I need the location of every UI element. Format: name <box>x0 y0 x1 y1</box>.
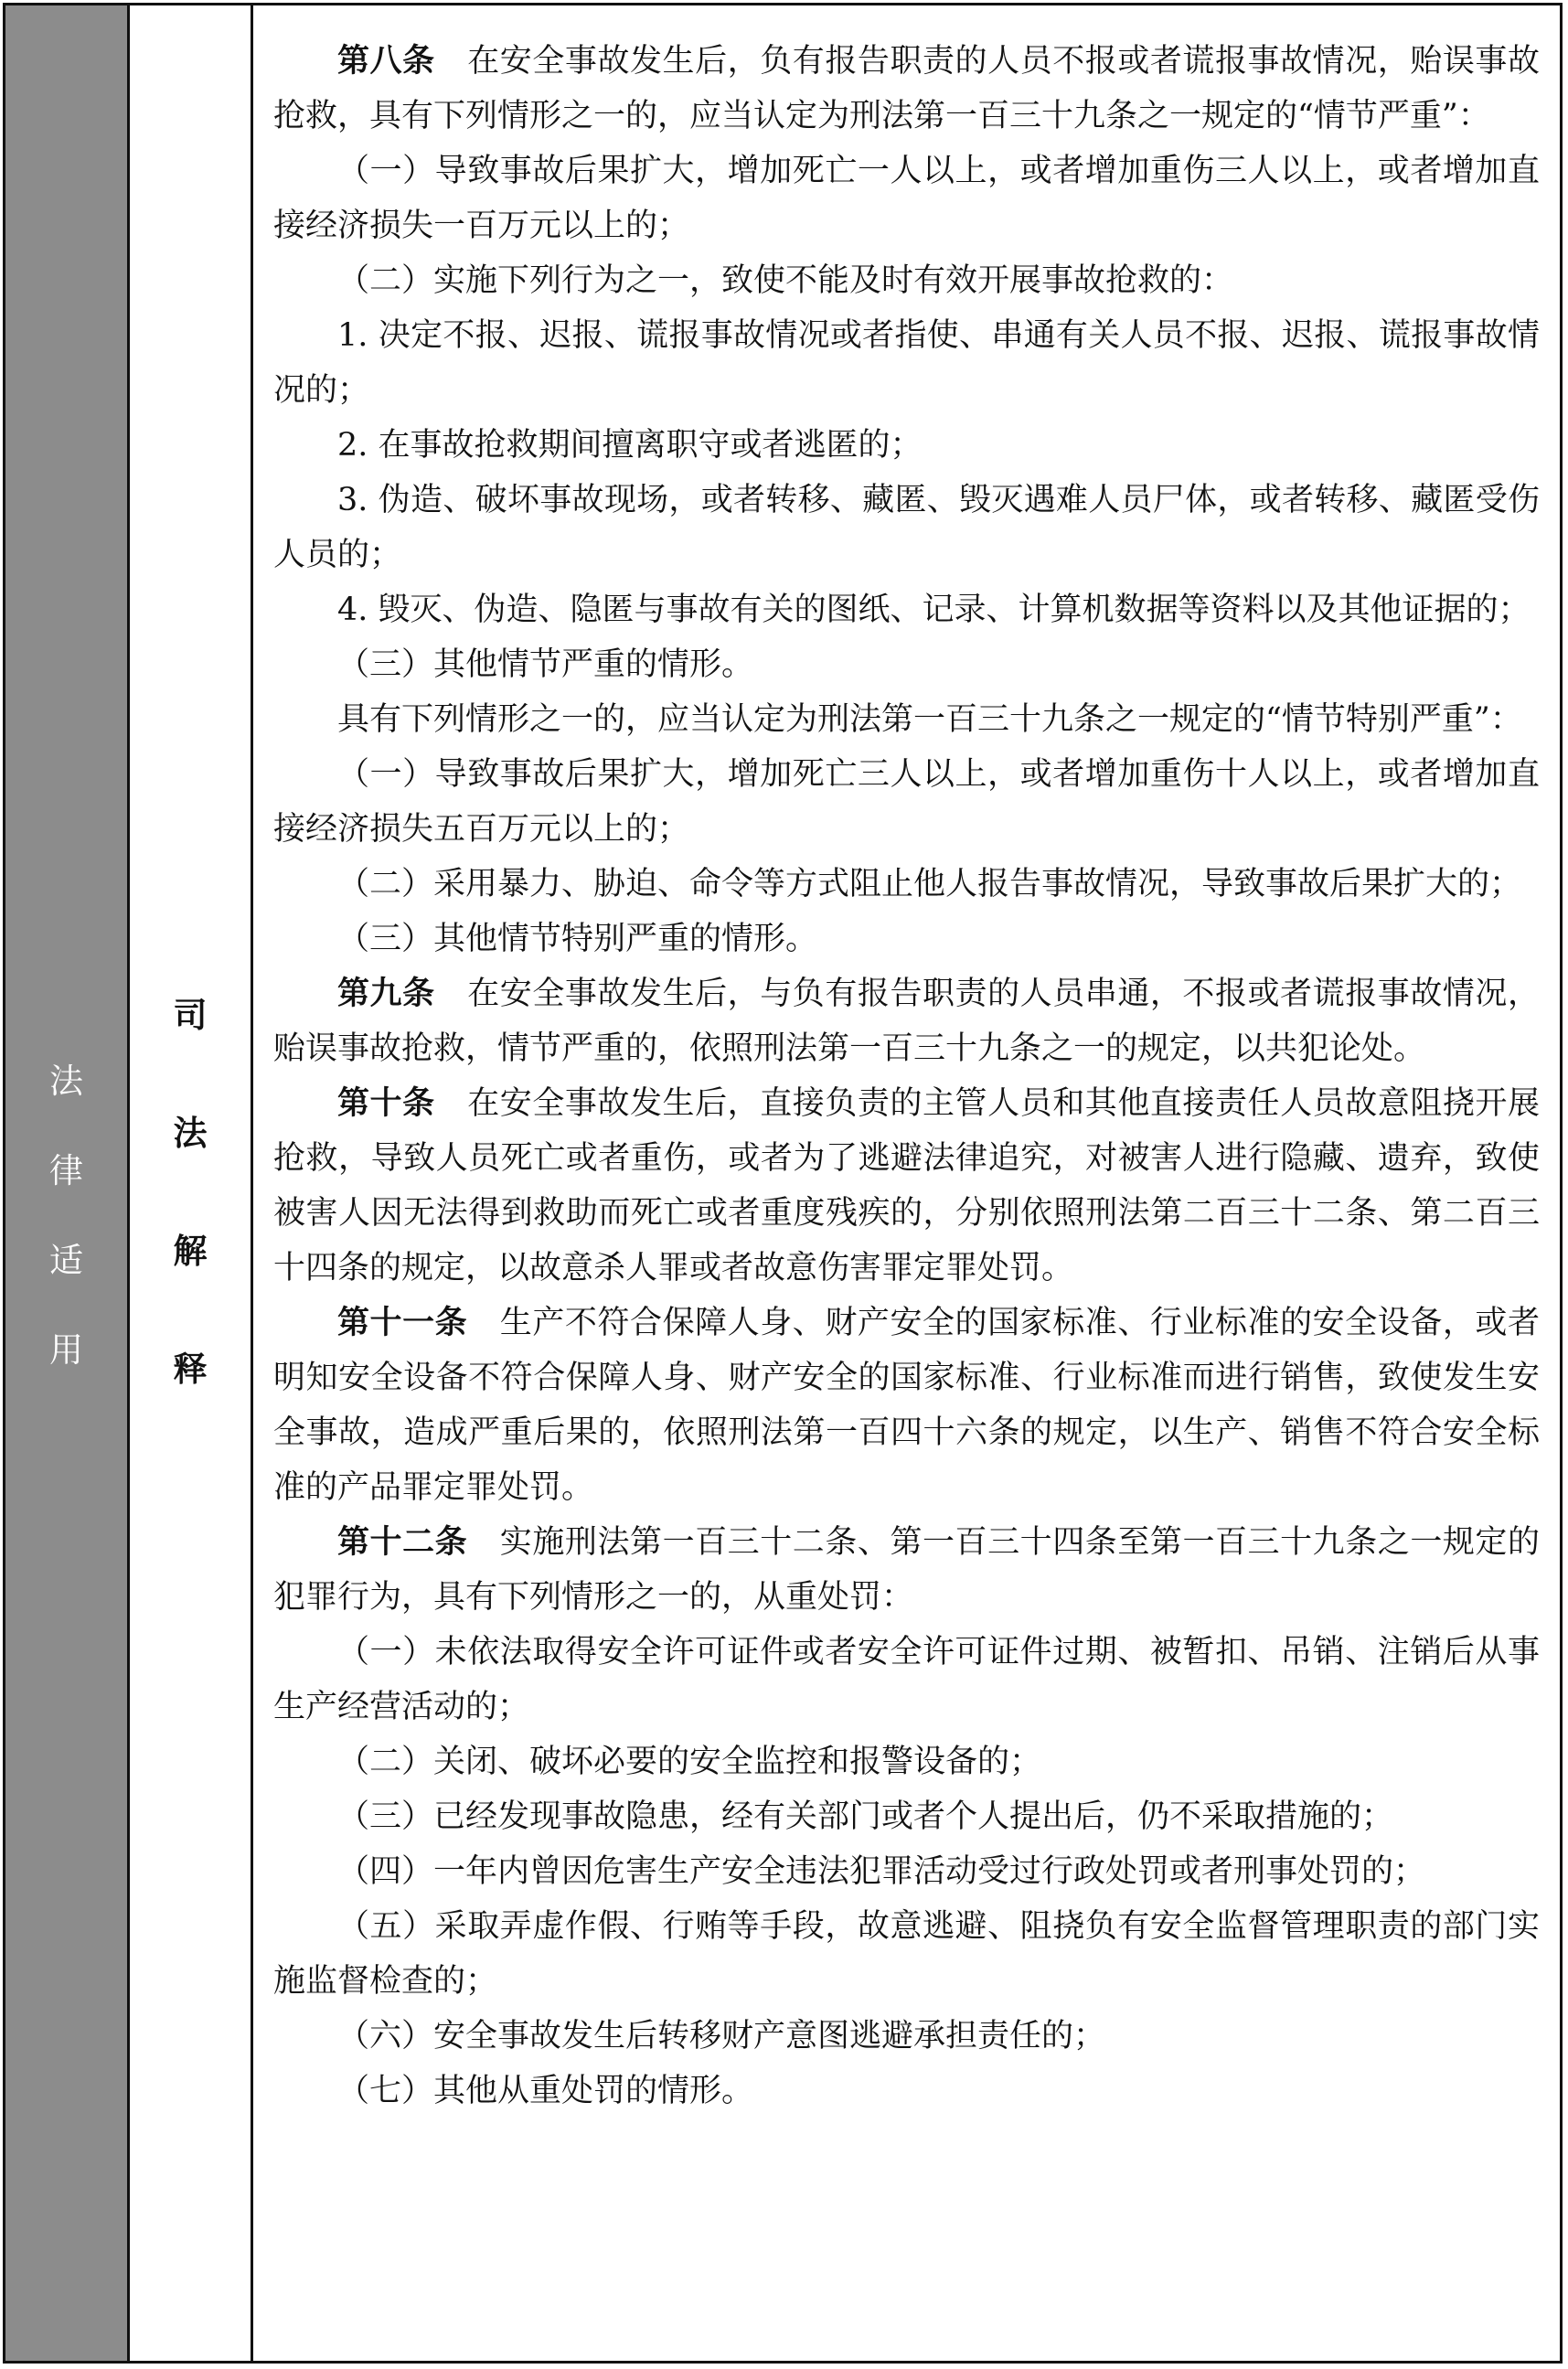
paragraph-text: 3. 伪造、破坏事故现场，或者转移、藏匿、毁灭遇难人员尸体，或者转移、藏匿受伤人员的； <box>273 482 1540 573</box>
clause-paragraph <box>273 1625 1540 1734</box>
source-char: 释 <box>173 1350 208 1389</box>
article-number: 第十条 <box>337 1084 435 1122</box>
source-char: 法 <box>173 1114 208 1153</box>
clause-paragraph <box>273 473 1540 582</box>
paragraph-text: （四）一年内曾因危害生产安全违法犯罪活动受过行政处罚或者刑事处罚的； <box>337 1853 1426 1890</box>
clause-paragraph <box>273 912 1540 966</box>
paragraph-text: 在安全事故发生后，直接负责的主管人员和其他直接责任人员故意阻挠开展抢救，导致人员死亡或者重伤，或者为了逃避法律追究，对被害人进行隐藏、遗弃，致使被害人因无法得到救助而死亡或者重度残疾的，分别依照刑法第二百三十二条、第二百三十四条的规定，以故意杀人罪或者故意伤害罪定罪处罚。 <box>273 1085 1540 1286</box>
paragraph-text: 实施刑法第一百三十二条、第一百三十四条至第一百三十九条之一规定的犯罪行为，具有下列情形之一的，从重处罚： <box>273 1524 1540 1616</box>
paragraph-text: （一）导致事故后果扩大，增加死亡一人以上，或者增加重伤三人以上，或者增加直接经济损失一百万元以上的； <box>273 153 1540 244</box>
paragraph-text: （二）关闭、破坏必要的安全监控和报警设备的； <box>337 1744 1042 1780</box>
paragraph-text: （六）安全事故发生后转移财产意图逃避承担责任的； <box>337 2018 1106 2054</box>
article-number: 第九条 <box>337 975 435 1012</box>
category-char: 用 <box>49 1329 83 1370</box>
clause-paragraph <box>273 857 1540 912</box>
paragraph-text: 在安全事故发生后，负有报告职责的人员不报或者谎报事故情况，贻误事故抢救，具有下列情形之一的，应当认定为刑法第一百三十九条之一规定的“情节严重”： <box>273 43 1540 134</box>
paragraph-text: 1. 决定不报、迟报、谎报事故情况或者指使、串通有关人员不报、迟报、谎报事故情况的； <box>273 317 1540 409</box>
clause-paragraph <box>273 692 1540 747</box>
clause-paragraph <box>273 747 1540 857</box>
clause-paragraph <box>273 253 1540 308</box>
source-label <box>173 996 208 1389</box>
paragraph-text: （三）已经发现事故隐患，经有关部门或者个人提出后，仍不采取措施的； <box>337 1798 1394 1835</box>
paragraph-text: 生产不符合保障人身、财产安全的国家标准、行业标准的安全设备，或者明知安全设备不符合保障人身、财产安全的国家标准、行业标准而进行销售，致使发生安全事故，造成严重后果的，依照刑法第一百四十六条的规定，以生产、销售不符合安全标准的产品罪定罪处罚。 <box>273 1305 1540 1506</box>
paragraph-text: 在安全事故发生后，与负有报告职责的人员串通，不报或者谎报事故情况，贻误事故抢救，情节严重的，依照刑法第一百三十九条之一的规定，以共犯论处。 <box>273 976 1540 1067</box>
paragraph-text: （三）其他情节特别严重的情形。 <box>337 921 818 957</box>
clause-paragraph <box>273 2009 1540 2064</box>
source-char: 司 <box>173 996 208 1035</box>
article-number: 第十二条 <box>337 1523 468 1561</box>
source-column <box>130 5 253 2361</box>
content-column <box>253 5 1560 2361</box>
article-number: 第八条 <box>337 42 435 80</box>
paragraph-text: （五）采取弄虚作假、行贿等手段，故意逃避、阻挠负有安全监督管理职责的部门实施监督检查的； <box>273 1908 1540 2000</box>
paragraph-text: 具有下列情形之一的，应当认定为刑法第一百三十九条之一规定的“情节特别严重”： <box>337 701 1522 738</box>
paragraph-text: （一）导致事故后果扩大，增加死亡三人以上，或者增加重伤十人以上，或者增加直接经济损失五百万元以上的； <box>273 756 1540 848</box>
paragraph-text: 4. 毁灭、伪造、隐匿与事故有关的图纸、记录、计算机数据等资料以及其他证据的； <box>337 592 1531 628</box>
article-paragraph <box>273 1515 1540 1625</box>
category-char: 法 <box>49 1061 83 1101</box>
category-char: 律 <box>49 1150 83 1190</box>
clause-paragraph <box>273 144 1540 253</box>
category-char: 适 <box>49 1240 83 1280</box>
category-column <box>5 5 130 2361</box>
clause-paragraph <box>273 637 1540 692</box>
paragraph-text: （三）其他情节严重的情形。 <box>337 646 754 683</box>
article-paragraph <box>273 34 1540 144</box>
article-number: 第十一条 <box>337 1304 468 1341</box>
clause-paragraph <box>273 2064 1540 2118</box>
clause-paragraph <box>273 1899 1540 2009</box>
clause-paragraph <box>273 1734 1540 1789</box>
article-paragraph <box>273 1076 1540 1296</box>
clause-paragraph <box>273 582 1540 637</box>
clause-paragraph <box>273 418 1540 473</box>
article-paragraph <box>273 1296 1540 1515</box>
paragraph-text: （二）采用暴力、胁迫、命令等方式阻止他人报告事故情况，导致事故后果扩大的； <box>337 866 1522 902</box>
clause-paragraph <box>273 1789 1540 1844</box>
law-table <box>3 3 1563 2364</box>
article-paragraph <box>273 966 1540 1076</box>
paragraph-text: （七）其他从重处罚的情形。 <box>337 2073 754 2109</box>
paragraph-text: （一）未依法取得安全许可证件或者安全许可证件过期、被暂扣、吊销、注销后从事生产经营活动的； <box>273 1634 1540 1725</box>
clause-paragraph <box>273 308 1540 418</box>
category-label <box>49 1061 83 1370</box>
source-char: 解 <box>173 1232 208 1271</box>
clause-paragraph <box>273 1844 1540 1899</box>
paragraph-text: 2. 在事故抢救期间擅离职守或者逃匿的； <box>337 427 923 464</box>
paragraph-text: （二）实施下列行为之一，致使不能及时有效开展事故抢救的： <box>337 262 1234 299</box>
